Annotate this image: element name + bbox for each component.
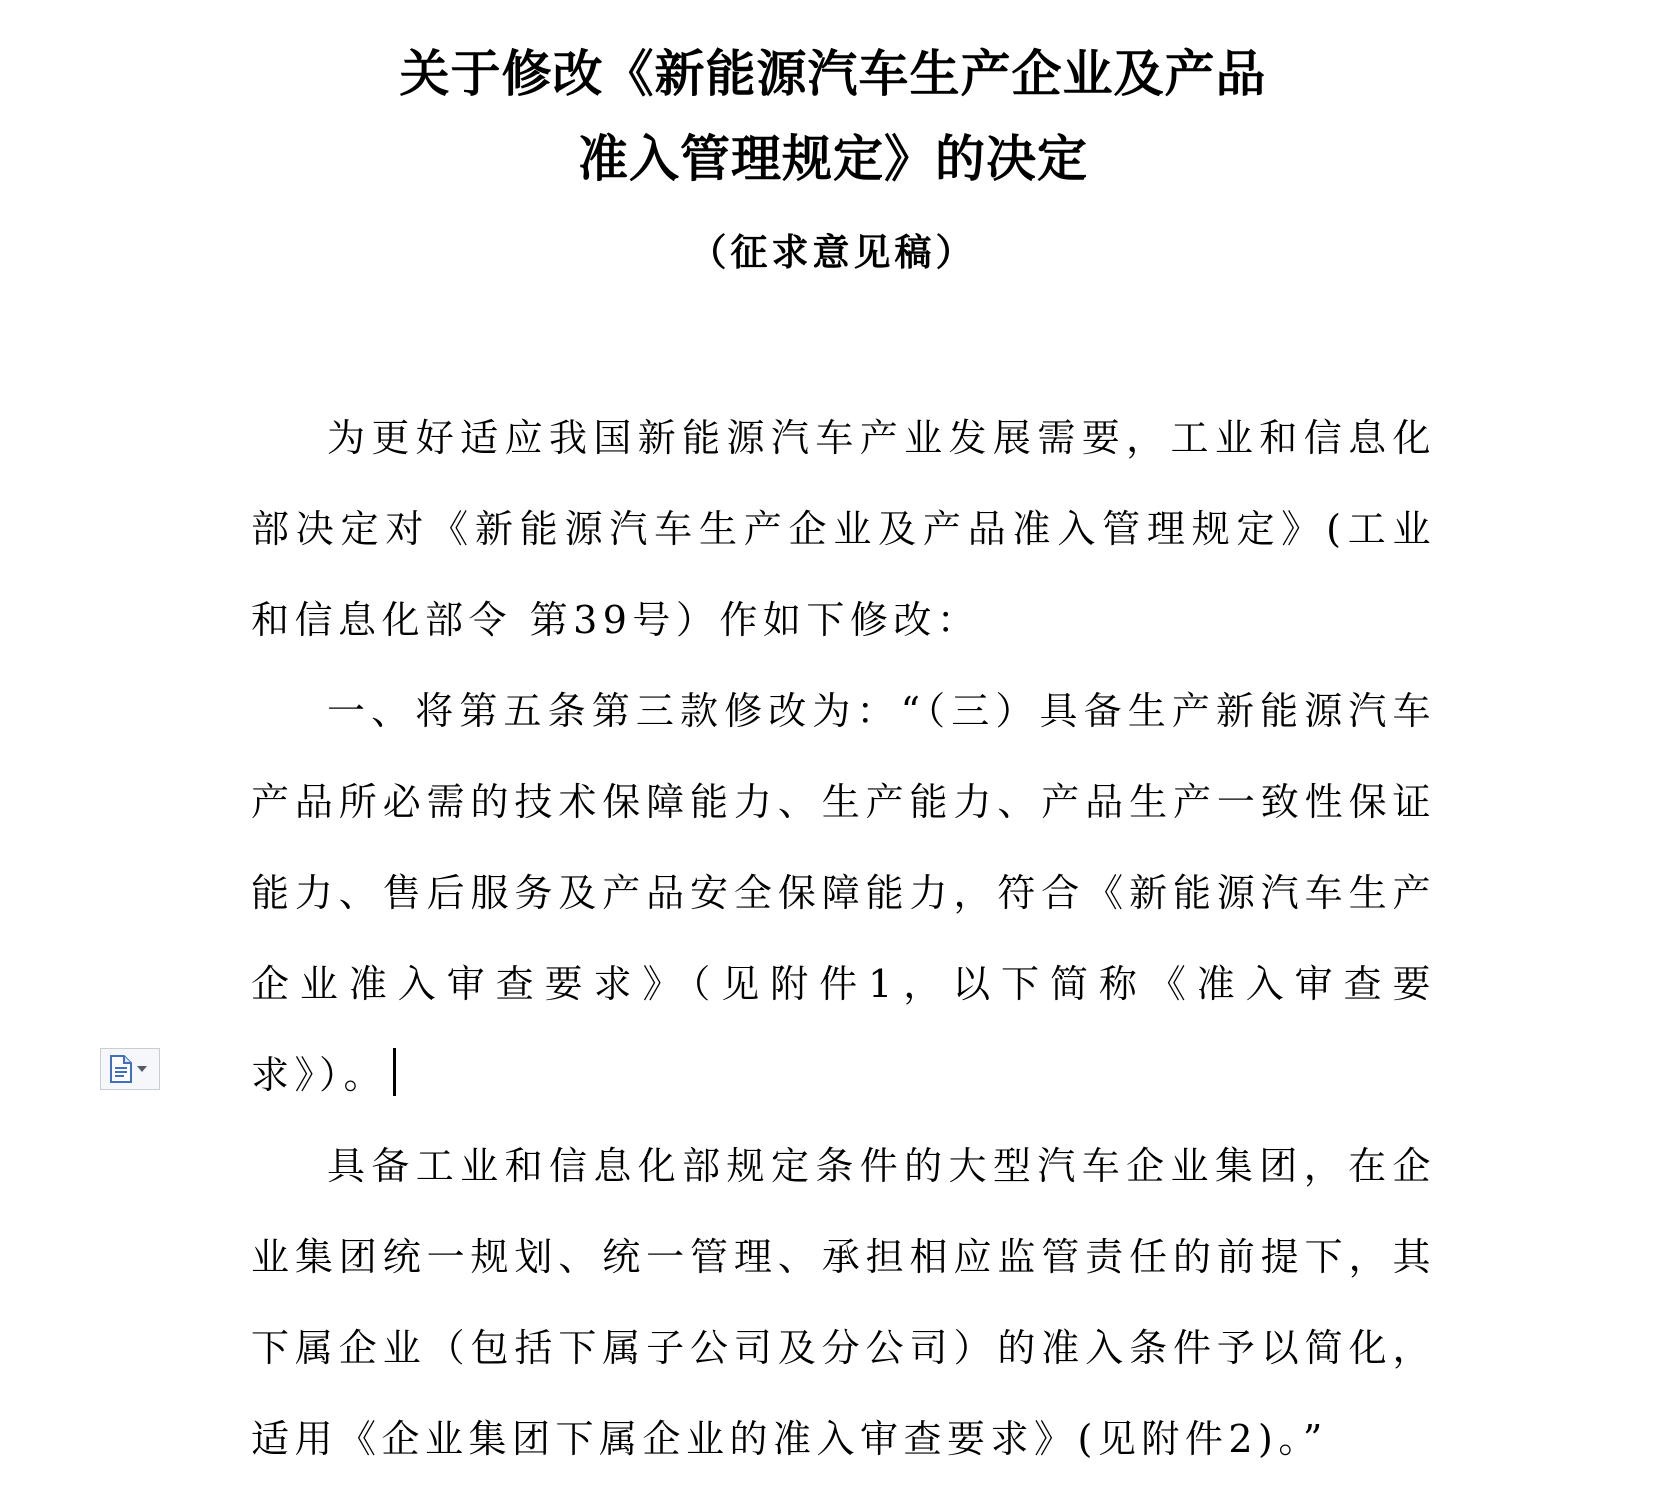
paragraph-intro-text: 为更好适应我国新能源汽车产业发展需要，工业和信息化部决定对《新能源汽车生产企业及产品准入管理规定》(工业和信息化部令 第39号）作如下修改： (251, 416, 1436, 642)
text-cursor (393, 1048, 396, 1096)
paste-options-button[interactable] (100, 1048, 160, 1090)
paste-options-icon (108, 1054, 134, 1084)
paragraph-group-enterprise-text: 具备工业和信息化部规定条件的大型汽车企业集团，在企业集团统一规划、统一管理、承担相应监管责任的前提下，其下属企业（包括下属子公司及分公司）的准入条件予以简化，适用《企业集团下属企业的准入审查要求》(见附件2)。” (251, 1144, 1436, 1461)
document-subtitle: （征求意见稿） (689, 230, 977, 274)
paragraph-intro[interactable] (251, 393, 1436, 666)
paragraph-article-1[interactable] (251, 666, 1436, 1121)
document-title-line1: 关于修改《新能源汽车生产企业及产品 (399, 45, 1267, 103)
document-body[interactable] (251, 393, 1436, 1485)
chevron-down-icon (137, 1066, 147, 1072)
document-title-line2: 准入管理规定》的决定 (578, 130, 1088, 188)
paragraph-article-1-text: 一、将第五条第三款修改为：“（三）具备生产新能源汽车产品所必需的技术保障能力、生产能力、产品生产一致性保证能力、售后服务及产品安全保障能力，符合《新能源汽车生产企业准入审查要求》（见附件1，以下简称《准入审查要求》）。 (251, 689, 1436, 1097)
paragraph-group-enterprise[interactable] (251, 1121, 1436, 1485)
